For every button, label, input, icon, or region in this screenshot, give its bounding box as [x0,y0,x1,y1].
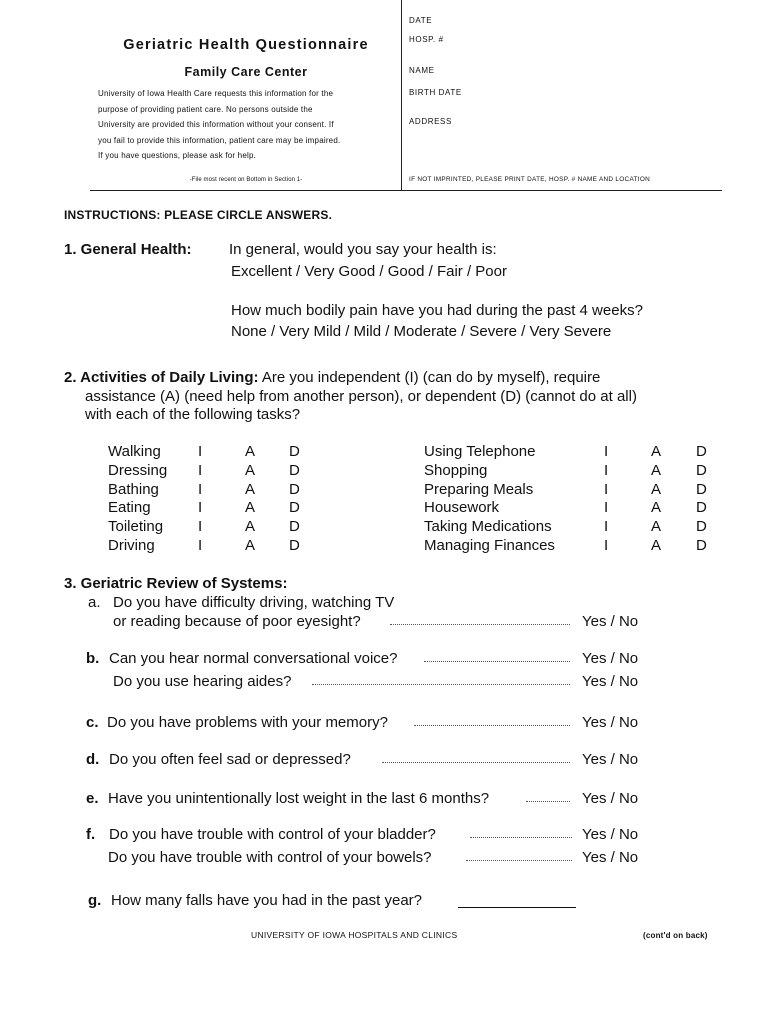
adl-option-independent[interactable]: I [198,481,203,498]
privacy-notice-line: you fail to provide this information, patient care may be impaired. [98,135,341,145]
question-e-line1: Have you unintentionally lost weight in the last 6 months? [108,790,490,807]
leader-dots [414,725,570,726]
header-divider-vertical [401,0,402,191]
adl-option-dependent[interactable]: D [696,481,707,498]
address-field-label: ADDRESS [409,117,452,126]
adl-option-dependent[interactable]: D [289,537,300,554]
privacy-notice-line: University of Iowa Health Care requests this information for the [98,89,334,98]
footer-continued: (cont'd on back) [643,931,708,940]
leader-dots [312,684,570,685]
adl-task-label: Dressing [108,462,168,479]
adl-option-assistance[interactable]: A [651,481,662,498]
privacy-notice-line: University are provided this information without your consent. If [98,120,334,129]
section2-intro-line3: with each of the following tasks? [85,406,301,423]
adl-option-independent[interactable]: I [198,443,203,460]
adl-option-assistance[interactable]: A [651,443,662,460]
hosp-number-field-label: HOSP. # [409,35,444,44]
leader-dots [424,661,570,662]
question-c-letter: c. [86,714,99,731]
question-a-letter: a. [88,594,101,611]
adl-option-dependent[interactable]: D [289,481,300,498]
adl-task-label: Housework [424,499,500,516]
adl-option-dependent[interactable]: D [289,518,300,535]
adl-option-independent[interactable]: I [604,499,609,516]
question-f2-answer[interactable]: Yes / No [582,849,639,866]
leader-dots [390,624,570,625]
adl-option-dependent[interactable]: D [289,462,300,479]
adl-option-assistance[interactable]: A [245,499,256,516]
question-a-answer[interactable]: Yes / No [582,613,639,630]
adl-task-label: Eating [108,499,151,516]
adl-option-dependent[interactable]: D [696,499,707,516]
bodily-pain-question: How much bodily pain have you had during the past 4 weeks? [231,302,643,319]
adl-option-independent[interactable]: I [604,518,609,535]
name-field-label: NAME [409,66,435,75]
adl-option-assistance[interactable]: A [651,462,662,479]
adl-option-independent[interactable]: I [198,537,203,554]
leader-dots [382,762,570,763]
question-f-letter: f. [86,826,96,843]
form-subtitle: Family Care Center [184,65,308,79]
question-a-line1: Do you have difficulty driving, watching TV [113,594,395,611]
adl-option-assistance[interactable]: A [245,518,256,535]
adl-option-assistance[interactable]: A [245,481,256,498]
leader-dots [466,860,572,861]
form-title: Geriatric Health Questionnaire [123,37,369,53]
question-b-line2: Do you use hearing aides? [113,673,292,690]
question-f-line2: Do you have trouble with control of your bowels? [108,849,432,866]
footer-institution: UNIVERSITY OF IOWA HOSPITALS AND CLINICS [251,930,458,940]
falls-count-blank[interactable] [458,907,576,908]
adl-option-assistance[interactable]: A [245,443,256,460]
question-c-line1: Do you have problems with your memory? [107,714,388,731]
adl-option-dependent[interactable]: D [289,443,300,460]
leader-dots [526,801,570,802]
general-health-question: In general, would you say your health is: [229,241,497,258]
adl-option-assistance[interactable]: A [651,537,662,554]
adl-option-independent[interactable]: I [198,462,203,479]
adl-option-assistance[interactable]: A [245,462,256,479]
section2-intro-line2: assistance (A) (need help from another person), or dependent (D) (cannot do at all) [85,388,637,405]
adl-option-assistance[interactable]: A [245,537,256,554]
adl-option-dependent[interactable]: D [696,518,707,535]
adl-option-independent[interactable]: I [604,462,609,479]
section3-heading: 3. Geriatric Review of Systems: [64,575,288,592]
question-b-line1: Can you hear normal conversational voice? [109,650,398,667]
adl-option-dependent[interactable]: D [696,462,707,479]
privacy-notice [98,86,393,164]
question-f1-answer[interactable]: Yes / No [582,826,639,843]
question-a-line2: or reading because of poor eyesight? [113,613,361,630]
section1-heading: 1. General Health: [64,241,192,258]
section2-heading: 2. Activities of Daily Living: [64,369,259,386]
header-divider-horizontal [90,190,722,191]
adl-option-independent[interactable]: I [604,481,609,498]
instructions: INSTRUCTIONS: PLEASE CIRCLE ANSWERS. [64,208,333,222]
imprint-note: IF NOT IMPRINTED, PLEASE PRINT DATE, HOSP. # NAME AND LOCATION [409,176,651,183]
leader-dots [470,837,572,838]
question-f-line1: Do you have trouble with control of your bladder? [109,826,436,843]
adl-task-label: Preparing Meals [424,481,534,498]
adl-option-dependent[interactable]: D [696,537,707,554]
adl-task-label: Toileting [108,518,164,535]
date-field-label: DATE [409,16,433,25]
question-b-letter: b. [86,650,100,667]
adl-task-label: Managing Finances [424,537,555,554]
adl-task-label: Driving [108,537,155,554]
adl-option-assistance[interactable]: A [651,518,662,535]
section2-intro-line1: Are you independent (I) (can do by myself), require [258,369,601,386]
question-b2-answer[interactable]: Yes / No [582,673,639,690]
adl-task-label: Using Telephone [424,443,536,460]
question-d-answer[interactable]: Yes / No [582,751,639,768]
question-e-letter: e. [86,790,99,807]
question-e-answer[interactable]: Yes / No [582,790,639,807]
question-g-letter: g. [88,892,102,909]
section2-intro [64,369,600,386]
birth-date-field-label: BIRTH DATE [409,88,462,97]
question-b1-answer[interactable]: Yes / No [582,650,639,667]
question-d-line1: Do you often feel sad or depressed? [109,751,351,768]
general-health-options[interactable]: Excellent / Very Good / Good / Fair / Poor [231,263,507,280]
adl-option-independent[interactable]: I [604,537,609,554]
adl-option-independent[interactable]: I [198,499,203,516]
adl-task-label: Bathing [108,481,159,498]
bodily-pain-options[interactable]: None / Very Mild / Mild / Moderate / Severe / Very Severe [231,323,612,340]
adl-option-independent[interactable]: I [198,518,203,535]
adl-task-label: Walking [108,443,161,460]
question-d-letter: d. [86,751,100,768]
question-g-line1: How many falls have you had in the past year? [111,892,423,909]
file-note: -File most recent on Bottom in Section 1- [189,177,303,183]
adl-task-label: Shopping [424,462,488,479]
privacy-notice-line: If you have questions, please ask for help. [98,151,257,160]
adl-option-independent[interactable]: I [604,443,609,460]
adl-option-dependent[interactable]: D [696,443,707,460]
adl-task-label: Taking Medications [424,518,552,535]
privacy-notice-line: purpose of providing patient care. No persons outside the [98,104,313,114]
adl-option-assistance[interactable]: A [651,499,662,516]
adl-option-dependent[interactable]: D [289,499,300,516]
question-c-answer[interactable]: Yes / No [582,714,639,731]
